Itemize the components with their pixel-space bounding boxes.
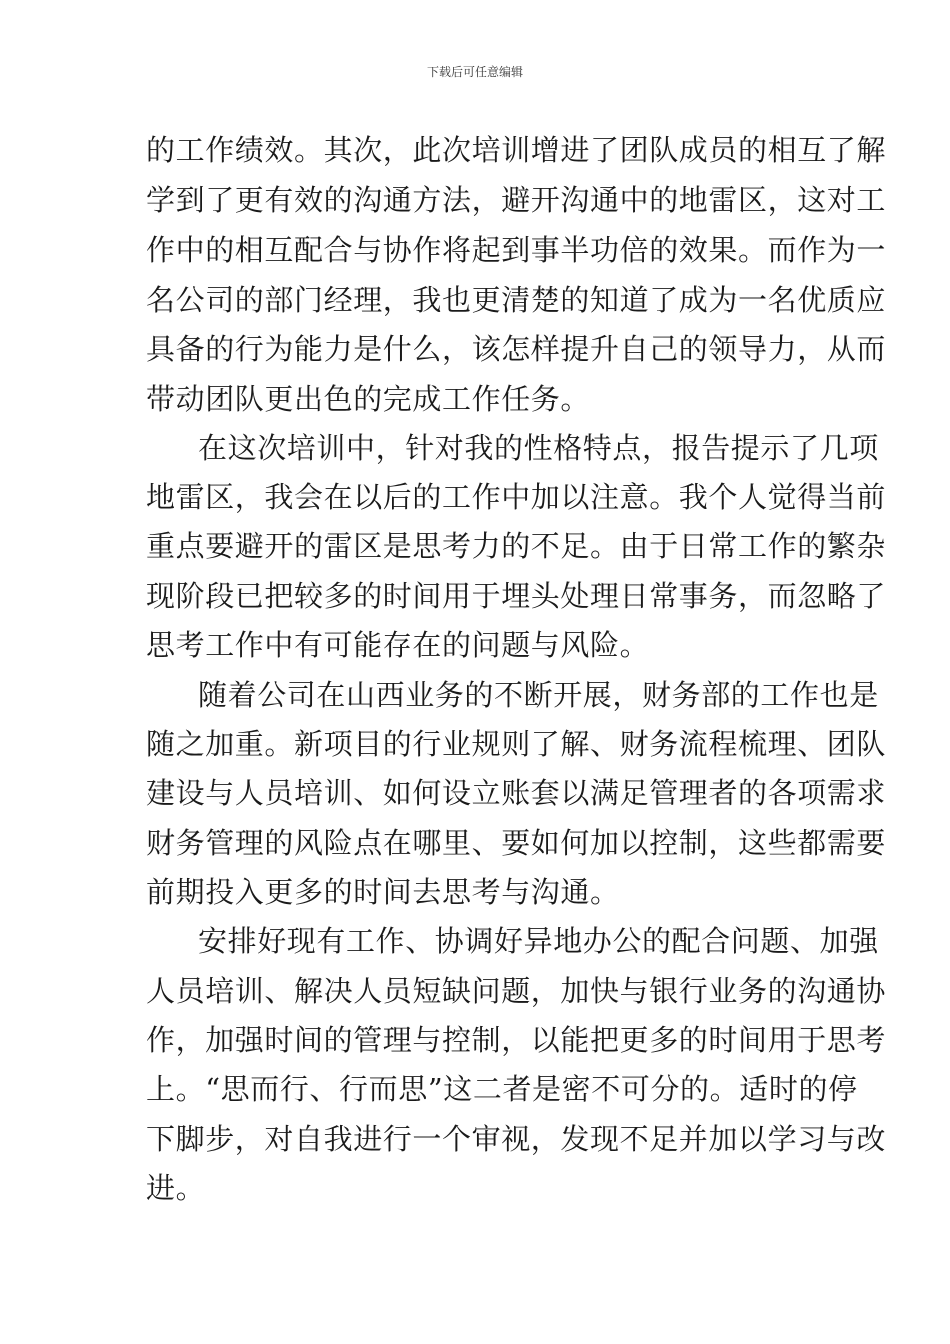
text-line: 名公司的部门经理，我也更清楚的知道了成为一名优质应 [146, 283, 887, 317]
text-line: 地雷区，我会在以后的工作中加以注意。我个人觉得当前 [146, 480, 887, 514]
text-line: 的工作绩效。其次，此次培训增进了团队成员的相互了解 [146, 133, 887, 167]
text-line: 人员培训、解决人员短缺问题，加快与银行业务的沟通协 [146, 974, 887, 1008]
text-line: 财务管理的风险点在哪里、要如何加以控制，这些都需要 [146, 826, 887, 860]
paragraph-first-line: 安排好现有工作、协调好异地办公的配合问题、加强 [198, 924, 879, 958]
paragraph-first-line: 在这次培训中，针对我的性格特点，报告提示了几项 [198, 431, 879, 465]
text-line: 带动团队更出色的完成工作任务。 [146, 382, 591, 416]
text-line: 随之加重。新项目的行业规则了解、财务流程梳理、团队 [146, 727, 887, 761]
text-line: 建设与人员培训、如何设立账套以满足管理者的各项需求 [146, 776, 887, 810]
text-line: 具备的行为能力是什么，该怎样提升自己的领导力，从而 [146, 332, 887, 366]
paragraph-first-line: 随着公司在山西业务的不断开展，财务部的工作也是 [198, 678, 879, 712]
text-line: 下脚步，对自我进行一个审视，发现不足并加以学习与改 [146, 1122, 887, 1156]
text-line: 作，加强时间的管理与控制，以能把更多的时间用于思考 [146, 1023, 887, 1057]
text-line: 现阶段已把较多的时间用于埋头处理日常事务，而忽略了 [146, 579, 887, 613]
text-line: 学到了更有效的沟通方法，避开沟通中的地雷区，这对工 [146, 183, 887, 217]
text-line: 进。 [146, 1171, 206, 1205]
text-line: 作中的相互配合与协作将起到事半功倍的效果。而作为一 [146, 233, 887, 267]
text-line: 重点要避开的雷区是思考力的不足。由于日常工作的繁杂 [146, 529, 887, 563]
text-line: 前期投入更多的时间去思考与沟通。 [146, 875, 620, 909]
text-line: 上。“思而行、行而思”这二者是密不可分的。适时的停 [146, 1072, 858, 1106]
page-header: 下载后可任意编辑 [426, 65, 523, 79]
text-line: 思考工作中有可能存在的问题与风险。 [146, 628, 650, 662]
